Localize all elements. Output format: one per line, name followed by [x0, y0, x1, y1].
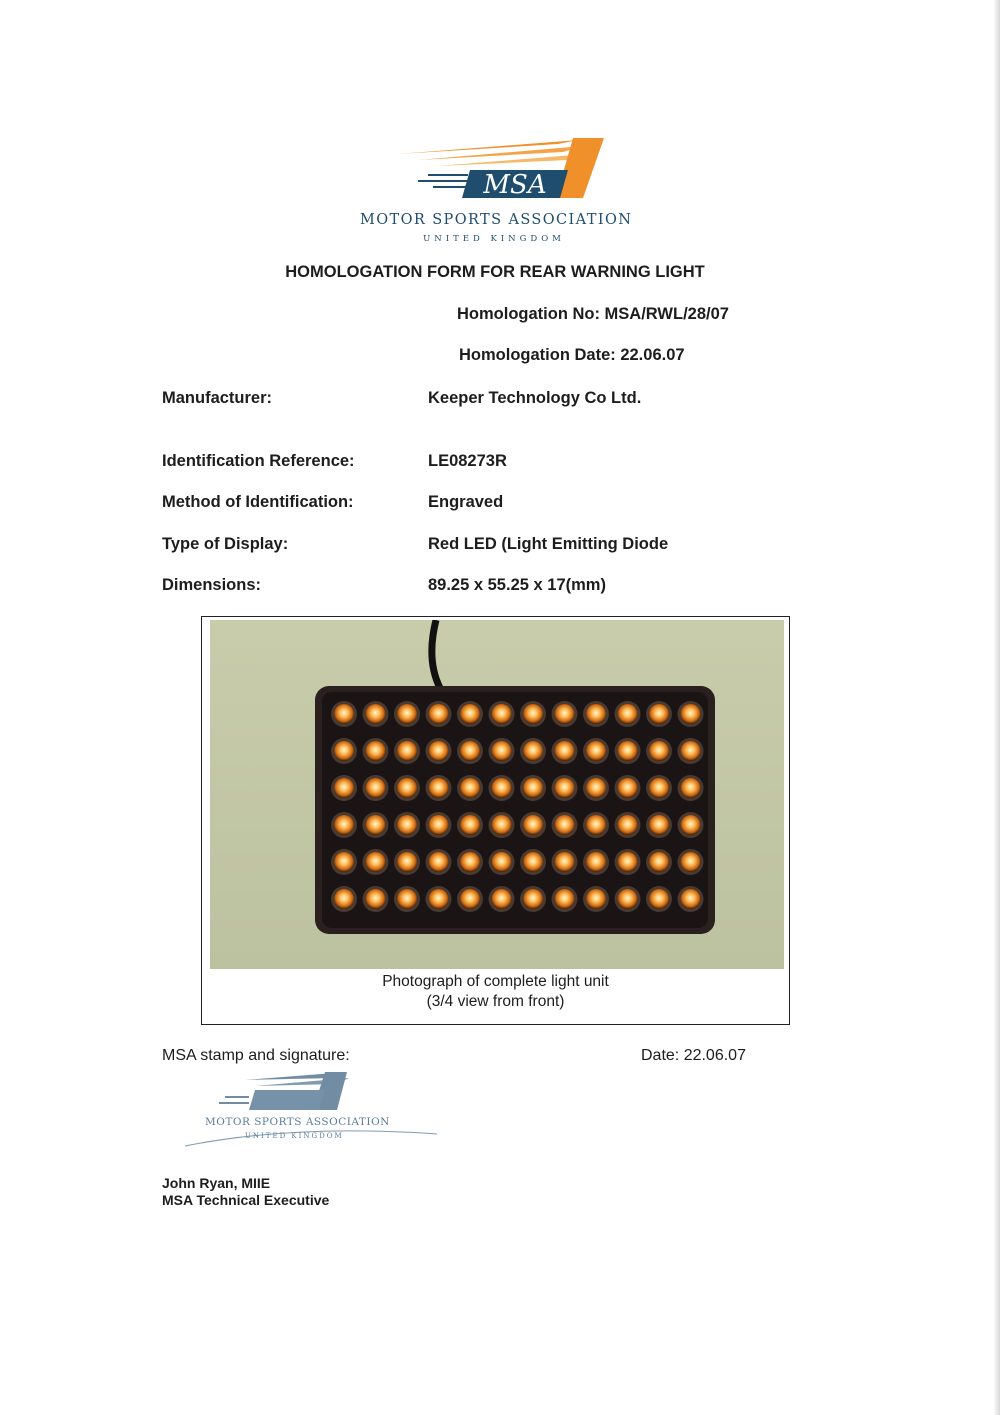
led-bulb — [492, 889, 512, 909]
led-bulb — [366, 778, 386, 798]
led-bulb — [460, 815, 480, 835]
led-bulb — [523, 889, 543, 909]
led-bulb — [618, 778, 638, 798]
led-bulb — [681, 889, 701, 909]
dimensions-label: Dimensions: — [162, 576, 262, 594]
led-bulb — [523, 741, 543, 761]
led-bulb — [681, 815, 701, 835]
led-bulb — [523, 704, 543, 724]
led-bulb — [586, 852, 606, 872]
led-bulb — [618, 852, 638, 872]
led-bulb — [429, 889, 449, 909]
led-bulb — [523, 778, 543, 798]
method-of-identification-label: Method of Identification: — [162, 493, 354, 511]
led-bulb — [618, 889, 638, 909]
led-bulb — [429, 815, 449, 835]
led-bulb — [555, 778, 575, 798]
led-bulb — [460, 704, 480, 724]
led-bulb — [334, 889, 354, 909]
led-bulb — [555, 889, 575, 909]
led-bulb — [429, 778, 449, 798]
msa-stamp — [175, 1066, 445, 1176]
led-bulb — [397, 704, 417, 724]
led-bulb — [334, 778, 354, 798]
led-bulb — [649, 889, 669, 909]
led-bulb — [366, 741, 386, 761]
led-bulb — [429, 704, 449, 724]
led-bulb — [366, 852, 386, 872]
led-bulb — [492, 852, 512, 872]
led-bulb — [397, 889, 417, 909]
led-bulb — [460, 778, 480, 798]
led-bulb — [366, 889, 386, 909]
led-bulb — [618, 704, 638, 724]
led-bulb — [523, 852, 543, 872]
led-bulb — [334, 852, 354, 872]
led-bulb — [492, 741, 512, 761]
led-bulb — [366, 704, 386, 724]
photo-caption-line2: (3/4 view from front) — [426, 993, 565, 1010]
led-bulb — [681, 741, 701, 761]
led-bulb — [334, 741, 354, 761]
manufacturer-label: Manufacturer: — [162, 389, 273, 407]
identification-reference-value: LE08273R — [428, 452, 507, 470]
led-bulb — [492, 778, 512, 798]
form-title: HOMOLOGATION FORM FOR REAR WARNING LIGHT — [285, 263, 705, 281]
stamp-org-name: MOTOR SPORTS ASSOCIATION — [205, 1116, 390, 1128]
led-bulb — [586, 889, 606, 909]
led-bulb — [460, 741, 480, 761]
msa-logo — [360, 132, 640, 250]
signer-name: John Ryan, MIIE — [162, 1175, 271, 1191]
page-edge — [994, 0, 1000, 1415]
led-bulb — [681, 778, 701, 798]
stamp-and-signature-label: MSA stamp and signature: — [162, 1047, 350, 1064]
led-bulb — [649, 778, 669, 798]
msa-logo-acronym: MSA — [483, 170, 547, 200]
led-bulb — [334, 815, 354, 835]
led-bulb — [492, 704, 512, 724]
led-bulb — [649, 704, 669, 724]
led-bulb — [586, 815, 606, 835]
led-bulb — [649, 815, 669, 835]
led-bulb — [523, 815, 543, 835]
manufacturer-value: Keeper Technology Co Ltd. — [428, 389, 642, 407]
led-bulb — [618, 741, 638, 761]
signature-date: Date: 22.06.07 — [641, 1047, 746, 1064]
led-bulb — [681, 852, 701, 872]
led-bulb — [649, 741, 669, 761]
led-bulb — [492, 815, 512, 835]
led-bulb — [397, 815, 417, 835]
led-bulb — [555, 741, 575, 761]
msa-logo-graphic — [378, 132, 608, 204]
led-bulb — [334, 704, 354, 724]
led-bulb — [397, 778, 417, 798]
led-bulb — [586, 778, 606, 798]
led-bulb — [460, 852, 480, 872]
led-bulb — [649, 852, 669, 872]
led-bulb — [586, 704, 606, 724]
photo-caption-line1: Photograph of complete light unit — [382, 973, 609, 990]
led-bulb — [429, 852, 449, 872]
led-bulb — [366, 815, 386, 835]
led-bulb — [429, 741, 449, 761]
light-unit-photo — [210, 620, 784, 969]
type-of-display-value: Red LED (Light Emitting Diode — [428, 535, 669, 553]
method-of-identification-value: Engraved — [428, 493, 504, 511]
led-bulb — [397, 852, 417, 872]
led-bulb — [460, 889, 480, 909]
led-bulb — [586, 741, 606, 761]
photo-frame — [201, 616, 790, 1025]
led-bulb — [681, 704, 701, 724]
led-bulb — [555, 852, 575, 872]
homologation-number: Homologation No: MSA/RWL/28/07 — [457, 305, 729, 323]
led-bulb — [555, 704, 575, 724]
msa-logo-org-name: MOTOR SPORTS ASSOCIATION — [360, 212, 633, 228]
msa-logo-country: UNITED KINGDOM — [423, 234, 565, 244]
homologation-date: Homologation Date: 22.06.07 — [459, 346, 685, 364]
type-of-display-label: Type of Display: — [162, 535, 289, 553]
led-bulb — [618, 815, 638, 835]
stamp-country: UNITED KINGDOM — [245, 1132, 344, 1140]
led-bulb — [397, 741, 417, 761]
led-bulb — [555, 815, 575, 835]
signer-title: MSA Technical Executive — [162, 1192, 330, 1208]
identification-reference-label: Identification Reference: — [162, 452, 355, 470]
dimensions-value: 89.25 x 55.25 x 17(mm) — [428, 576, 606, 594]
